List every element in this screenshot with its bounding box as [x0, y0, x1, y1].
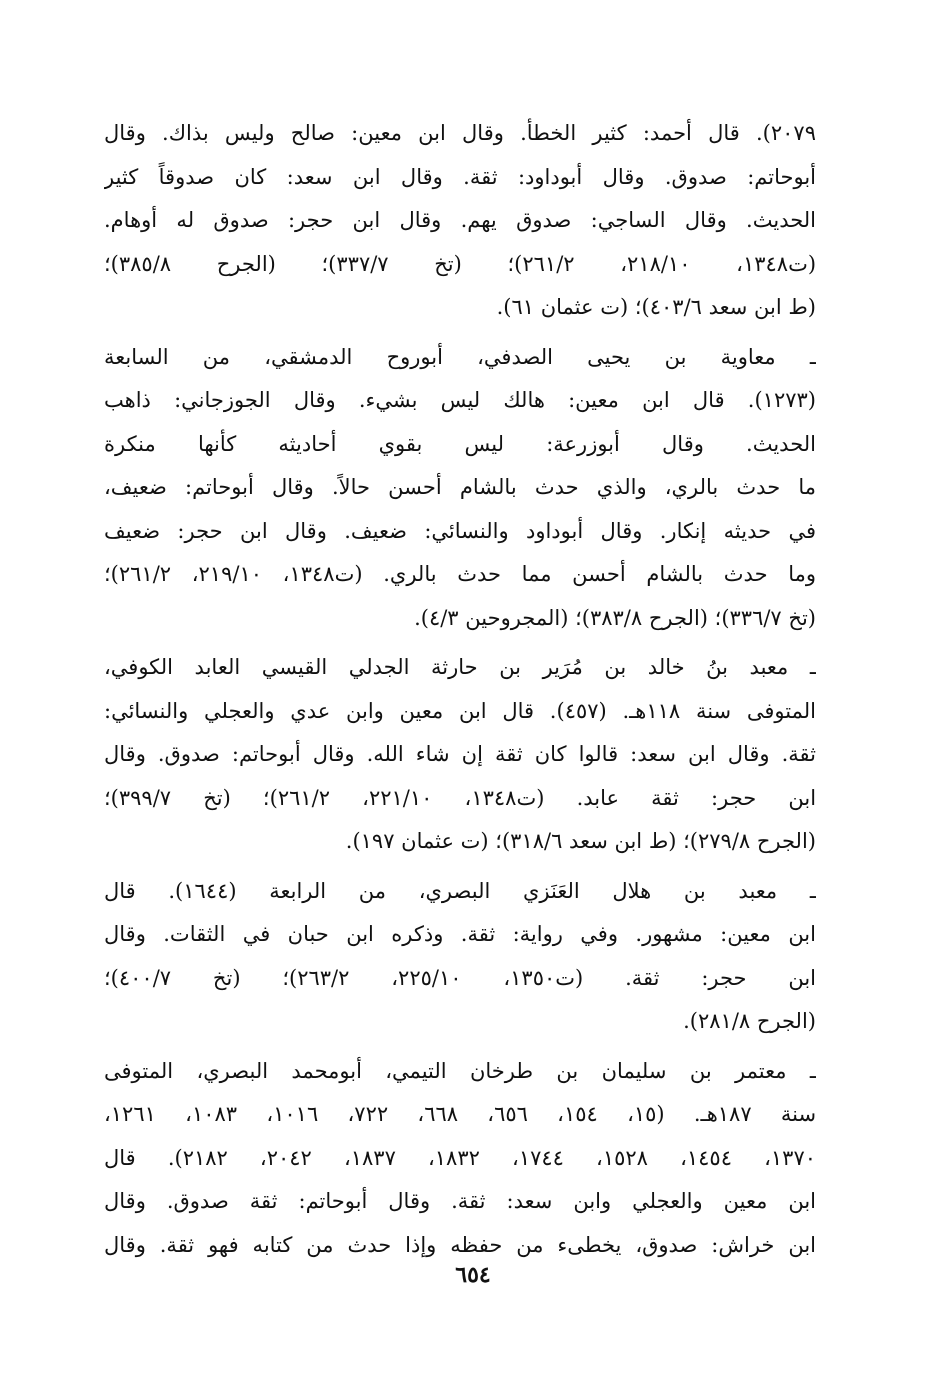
text-line: الحديث. وقال الساجي: صدوق يهم. وقال ابن حجر: صدوق له أوهام. [104, 208, 816, 232]
text-body [104, 112, 816, 1273]
text-line: ـ معبد بنُ خالد بن مُرَير بن حارثة الجدلي القيسي العابد الكوفي، [104, 655, 816, 679]
text-line: (ت١٣٤٨، ٢١٨/١٠، ٢٦١/٢)؛ (تخ ٣٣٧/٧)؛ (الجرح ٣٨٥/٨)؛ [104, 251, 816, 276]
text-line: ابن معين: مشهور. وفي رواية: ثقة. وذكره ابن حبان في الثقات. وقال [104, 922, 816, 946]
text-line: ـ معبد بن هلال العَنَزي البصري، من الرابعة (١٦٤٤). قال [104, 878, 816, 903]
text-line: ابن خراش: صدوق، يخطىء من حفظه وإذا حدث من كتابه فهو ثقة. وقال [104, 1232, 816, 1257]
entry-muawiya-ibn-yahya [104, 336, 816, 641]
text-line: ٢٠٧٩). قال أحمد: كثير الخطأ. وقال ابن معين: صالح وليس بذاك. وقال [104, 121, 816, 145]
text-line: ١٣٧٠، ١٤٥٤، ١٥٢٨، ١٧٤٤، ١٨٣٢، ١٨٣٧، ٢٠٤٢، ٢١٨٢). قال [104, 1145, 816, 1170]
text-line: ثقة. وقال ابن سعد: قالوا كان ثقة إن شاء الله. وقال أبوحاتم: صدوق. وقال [104, 742, 816, 766]
text-line: أبوحاتم: صدوق. وقال أبوداود: ثقة. وقال ابن سعد: كان صدوقاً كثير [104, 164, 816, 189]
text-line: (تخ ٣٣٦/٧)؛ (الجرح ٣٨٣/٨)؛ (المجروحين ٤/٣). [414, 605, 816, 630]
text-line: (الجرح ٢٨١/٨). [683, 1009, 816, 1033]
text-line: ـ معاوية بن يحيى الصدفي، أبوروح الدمشقي، من السابعة [104, 344, 816, 369]
text-line: ابن حجر: ثقة. (ت١٣٥٠، ٢٢٥/١٠، ٢٦٣/٢)؛ (تخ ٤٠٠/٧)؛ [104, 965, 816, 990]
entry-mabad-ibn-hilal [104, 870, 816, 1044]
text-line: وما حدث بالشام أحسن مما حدث بالري. (ت١٣٤٨، ٢١٩/١٠، ٢٦١/٢)؛ [104, 562, 816, 586]
text-line: ابن معين والعجلي وابن سعد: ثقة. وقال أبوحاتم: ثقة صدوق. وقال [104, 1189, 816, 1213]
text-line: سنة ١٨٧هـ. (١٥، ١٥٤، ٦٥٦، ٦٦٨، ٧٢٢، ١٠١٦، ١٠٨٣، ١٢٦١، [104, 1102, 816, 1126]
text-line: (الجرح ٢٧٩/٨)؛ (ط ابن سعد ٣١٨/٦)؛ (ت عثمان ١٩٧). [345, 829, 816, 853]
text-line: المتوفى سنة ١١٨هـ. (٤٥٧). قال ابن معين وابن عدي والعجلي والنسائي: [104, 698, 816, 723]
text-line: في حديثه إنكار. وقال أبوداود والنسائي: ضعيف. وقال ابن حجر: ضعيف [104, 518, 816, 543]
page-number: ٦٥٤ [455, 1262, 491, 1288]
entry-mabad-ibn-khalid [104, 646, 816, 864]
entry-mutamir-ibn-sulayman [104, 1050, 816, 1268]
entry-continuation [104, 112, 816, 330]
text-line: (ط ابن سعد ٤٠٣/٦)؛ (ت عثمان ٦١). [496, 295, 816, 319]
text-line: ـ معتمر بن سليمان بن طرخان التيمي، أبومحمد البصري، المتوفى [104, 1058, 816, 1083]
text-line: الحديث. وقال أبوزرعة: ليس بقوي أحاديثه كأنها منكرة [104, 431, 816, 456]
text-line: ما حدث بالري، والذي حدث بالشام أحسن حالاً. وقال أبوحاتم: ضعيف، [104, 475, 816, 499]
text-line: ابن حجر: ثقة عابد. (ت١٣٤٨، ٢٢١/١٠، ٢٦١/٢)؛ (تخ ٣٩٩/٧)؛ [104, 785, 816, 810]
text-line: (١٢٧٣). قال ابن معين: هالك ليس بشيء. وقال الجوزجاني: ذاهب [104, 388, 816, 412]
